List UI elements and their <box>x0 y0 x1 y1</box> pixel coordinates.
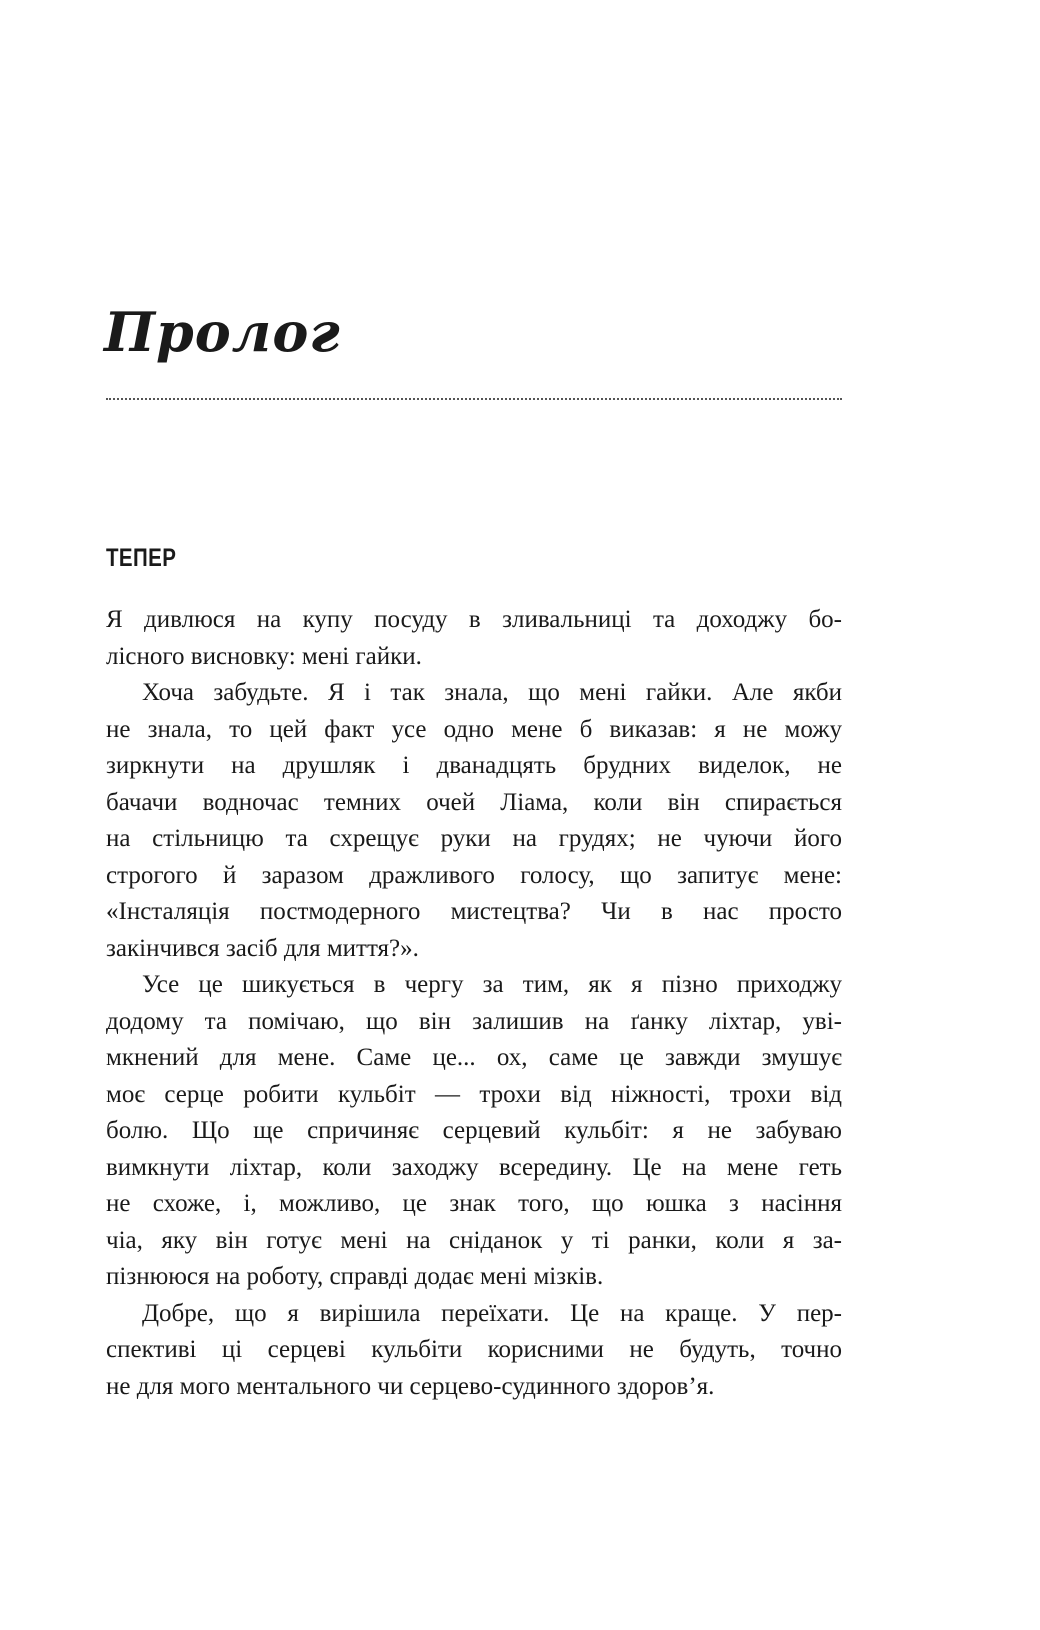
text-line: Хоча забудьте. Я і так знала, що мені гайки. Але якби <box>142 679 842 706</box>
dotted-divider <box>106 398 842 400</box>
text-line: Я дивлюся на купу посуду в зливальниці та доходжу бо- <box>106 606 842 633</box>
text-line: болю. Що ще спричиняє серцевий кульбіт: я не забуваю <box>106 1117 842 1144</box>
chapter-title: Пролог <box>104 300 341 364</box>
text-line: чіа, яку він готує мені на сніданок у ті ранки, коли я за- <box>106 1226 842 1254</box>
text-line: бачачи водночас темних очей Ліама, коли він спирається <box>106 788 842 816</box>
text-line: моє серце робити кульбіт — трохи від ніжності, трохи від <box>106 1080 842 1108</box>
paragraph-4 <box>106 1296 842 1406</box>
text-line: зиркнути на друшляк і дванадцять брудних виделок, не <box>106 752 842 779</box>
text-line: спективі ці серцеві кульбіти корисними не будуть, точно <box>106 1336 842 1363</box>
text-line: не для мого ментального чи серцево-судинного здоров’я. <box>106 1372 715 1400</box>
paragraph-2 <box>106 675 842 967</box>
text-line: додому та помічаю, що він залишив на ґанку ліхтар, уві- <box>106 1007 842 1035</box>
text-line: мкнений для мене. Саме це... ох, саме це завжди змушує <box>106 1044 842 1071</box>
text-line: вимкнути ліхтар, коли заходжу всередину. Це на мене геть <box>106 1153 842 1181</box>
text-line: закінчився засіб для миття?». <box>106 934 419 962</box>
text-line: Добре, що я вирішила переїхати. Це на краще. У пер- <box>142 1299 842 1327</box>
text-line: не схоже, і, можливо, це знак того, що юшка з насіння <box>106 1190 842 1217</box>
paragraph-1 <box>106 602 842 675</box>
text-line: лісного висновку: мені гайки. <box>106 642 422 670</box>
body-text <box>106 602 842 1405</box>
text-line: строгого й заразом дражливого голосу, що запитує мене: <box>106 861 842 889</box>
text-line: на стільницю та схрещує руки на грудях; не чуючи його <box>106 825 842 852</box>
text-line: «Інсталяція постмодерного мистецтва? Чи в нас просто <box>106 898 842 925</box>
section-label: ТЕПЕР <box>106 544 177 572</box>
text-line: не знала, то цей факт усе одно мене б виказав: я не можу <box>106 715 842 743</box>
text-line: Усе це шикується в чергу за тим, як я пізно приходжу <box>142 971 842 998</box>
paragraph-3 <box>106 967 842 1296</box>
text-line: пізнююся на роботу, справді додає мені мізків. <box>106 1263 604 1290</box>
